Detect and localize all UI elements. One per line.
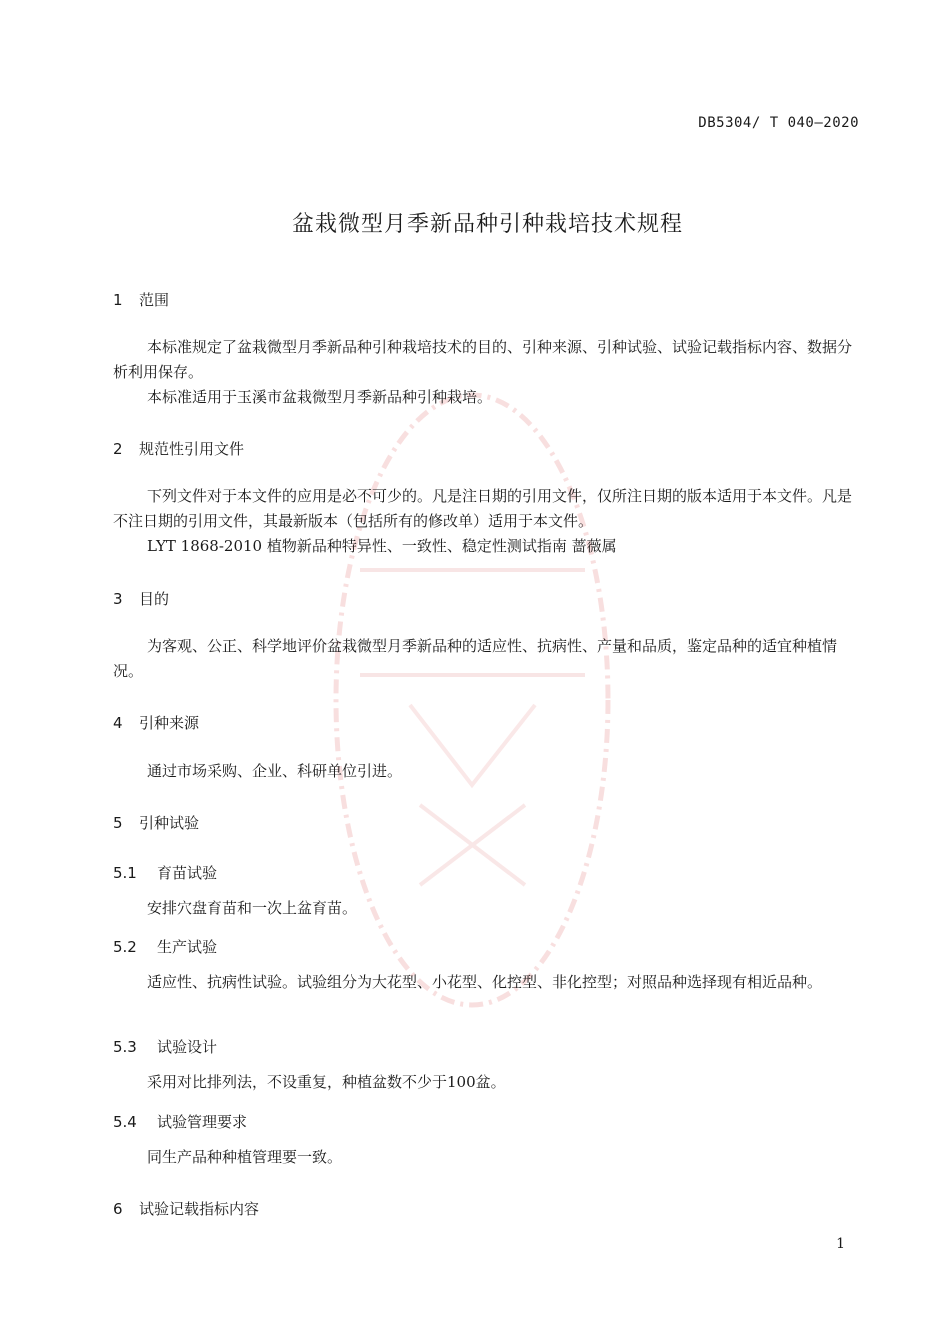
subsection-5-1-heading [113, 862, 217, 883]
section-2-heading [113, 438, 244, 459]
section-number: 4 [113, 714, 123, 732]
paragraph: 本标准适用于玉溪市盆栽微型月季新品种引种栽培。 [147, 388, 493, 406]
section-title: 范围 [139, 291, 170, 309]
paragraph: 为客观、公正、科学地评价盆栽微型月季新品种的适应性、抗病性、产量和品质，鉴定品种的适宜种植情况。 [113, 637, 838, 680]
paragraph: 通过市场采购、企业、科研单位引进。 [147, 762, 403, 780]
section-title: 规范性引用文件 [139, 440, 245, 458]
subsection-number: 5.4 [113, 1113, 137, 1131]
section-4-heading [113, 712, 199, 733]
subsection-title: 试验设计 [157, 1038, 218, 1056]
subsection-5-2-heading [113, 936, 217, 957]
subsection-title: 生产试验 [157, 938, 218, 956]
subsection-5-4-heading [113, 1111, 247, 1132]
section-number: 1 [113, 291, 123, 309]
section-title: 目的 [139, 590, 170, 608]
section-6-heading [113, 1198, 259, 1219]
subsection-title: 试验管理要求 [157, 1113, 248, 1131]
paragraph: 采用对比排列法，不设重复，种植盆数不少于100盆。 [147, 1073, 506, 1091]
paragraph: 下列文件对于本文件的应用是必不可少的。凡是注日期的引用文件，仅所注日期的版本适用于本文件。凡是不注日期的引用文件，其最新版本（包括所有的修改单）适用于本文件。 [113, 487, 853, 530]
document-code: DB5304/ T 040—2020 [698, 115, 859, 131]
paragraph: 同生产品种种植管理要一致。 [147, 1148, 343, 1166]
section-number: 3 [113, 590, 123, 608]
subsection-title: 育苗试验 [157, 864, 218, 882]
paragraph: 适应性、抗病性试验。试验组分为大花型、小花型、化控型、非化控型；对照品种选择现有相近品种。 [147, 973, 823, 991]
paragraph: 本标准规定了盆栽微型月季新品种引种栽培技术的目的、引种来源、引种试验、试验记载指标内容、数据分析利用保存。 [113, 338, 853, 381]
section-title: 试验记载指标内容 [139, 1200, 260, 1218]
page-number: 1 [836, 1236, 845, 1252]
section-title: 引种试验 [139, 814, 200, 832]
subsection-number: 5.2 [113, 938, 137, 956]
document-title: 盆栽微型月季新品种引种栽培技术规程 [291, 212, 683, 237]
section-5-heading [113, 812, 199, 833]
section-number: 6 [113, 1200, 123, 1218]
section-number: 5 [113, 814, 123, 832]
section-title: 引种来源 [139, 714, 200, 732]
subsection-number: 5.1 [113, 864, 137, 882]
section-3-heading [113, 588, 169, 609]
subsection-5-3-heading [113, 1036, 217, 1057]
subsection-number: 5.3 [113, 1038, 137, 1056]
section-1-heading [113, 289, 169, 310]
section-number: 2 [113, 440, 123, 458]
reference-item: LYT 1868-2010 植物新品种特异性、一致性、稳定性测试指南 蔷薇属 [147, 537, 617, 555]
paragraph: 安排穴盘育苗和一次上盆育苗。 [147, 899, 358, 917]
